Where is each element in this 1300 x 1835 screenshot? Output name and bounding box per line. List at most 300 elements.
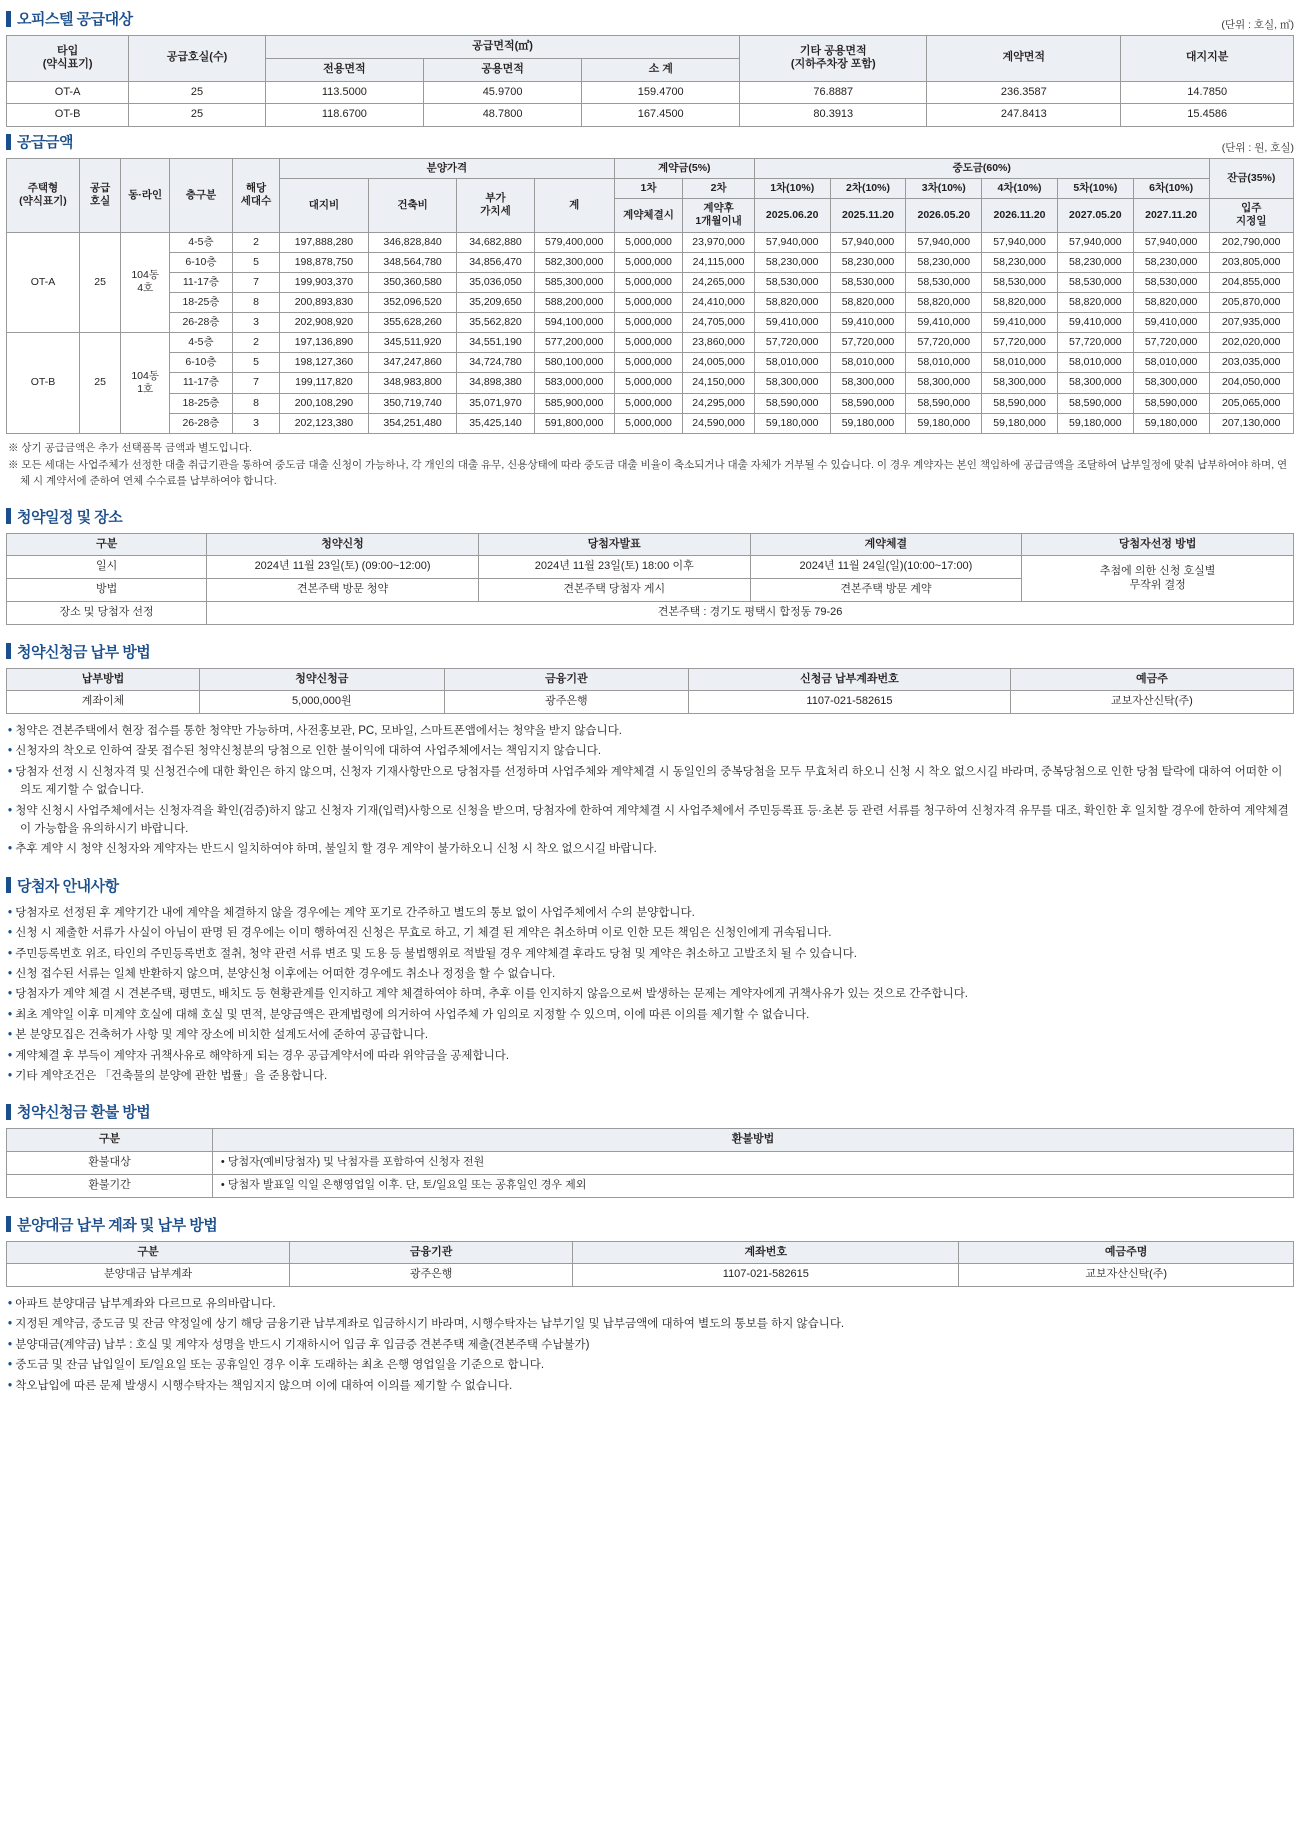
sec-head-refund <box>6 1101 1294 1122</box>
section-title: 청약신청금 납부 방법 <box>17 643 151 661</box>
sec-head-supply-target <box>6 8 133 29</box>
cell-households: 7 <box>232 373 279 393</box>
table-row <box>7 232 1294 252</box>
cell-mid-3: 58,230,000 <box>906 252 982 272</box>
cell-deposit1: 5,000,000 <box>614 353 683 373</box>
bullet-dot-icon: • <box>8 804 16 817</box>
th-deposit1-sub: 계약체결시 <box>614 199 683 232</box>
th-common: 공용면적 <box>423 58 581 81</box>
cell-land-share: 15.4586 <box>1121 104 1294 127</box>
table-row <box>7 104 1294 127</box>
bullet-item: • 아파트 분양대금 납부계좌와 다르므로 유의바랍니다. <box>8 1298 276 1311</box>
cell-housing-type: OT-B <box>7 333 80 434</box>
cell-deposit2: 24,265,000 <box>683 272 755 292</box>
bullet-dot-icon: • <box>8 1069 16 1082</box>
cell-common: 48.7800 <box>423 104 581 127</box>
th-floor: 층구분 <box>169 159 232 233</box>
cell-mid-4: 57,940,000 <box>982 232 1058 252</box>
supply-amount-notes <box>8 440 1292 490</box>
cell-mid-4: 57,720,000 <box>982 333 1058 353</box>
cell-households: 8 <box>232 393 279 413</box>
bullet-item: • 주민등록번호 위조, 타인의 주민등록번호 절취, 청약 관련 서류 변조 및 도용 등 불법행위로 적발될 경우 계약체결 후라도 당첨 및 계약은 취소하고 고발조치 될 수 있습니다. <box>8 947 857 960</box>
cell-floor: 11-17층 <box>169 373 232 393</box>
cell-deposit2: 24,115,000 <box>683 252 755 272</box>
th-deposit2-sub: 계약후 1개월이내 <box>683 199 755 232</box>
table-schedule <box>6 533 1294 625</box>
cell-build-cost: 346,828,840 <box>368 232 457 252</box>
cell-mid-2: 57,940,000 <box>830 232 906 252</box>
bullet-item: • 본 분양모집은 건축허가 사항 및 계약 장소에 비치한 설계도서에 준하여 공급합니다. <box>8 1029 429 1042</box>
cell-mid-5: 57,940,000 <box>1057 232 1133 252</box>
cell-households: 5 <box>232 353 279 373</box>
cell-balance: 207,130,000 <box>1209 413 1294 433</box>
th-vat: 부가 가치세 <box>457 179 534 232</box>
cell-total: 577,200,000 <box>534 333 614 353</box>
cell-balance: 204,855,000 <box>1209 272 1294 292</box>
cell-place-label: 장소 및 당첨자 선정 <box>7 601 207 624</box>
bullet-item: • 당첨자로 선정된 후 계약기간 내에 계약을 체결하지 않을 경우에는 계약 포기로 간주하고 별도의 통보 없이 사업주체에서 수의 분양합니다. <box>8 906 695 919</box>
cell-mid-3: 59,410,000 <box>906 313 982 333</box>
cell-mid-2: 58,590,000 <box>830 393 906 413</box>
unit-note: (단위 : 원, 호실) <box>1221 142 1294 154</box>
cell-floor: 4-5층 <box>169 232 232 252</box>
bullet-item: • 기타 계약조건은 「건축물의 분양에 관한 법률」을 준용합니다. <box>8 1069 328 1082</box>
bullet-dot-icon: • <box>8 745 16 758</box>
th-sale-division: 구분 <box>7 1241 290 1264</box>
winner-notice-bullets <box>8 904 1292 1086</box>
cell-total: 582,300,000 <box>534 252 614 272</box>
cell-households: 2 <box>232 232 279 252</box>
table-row <box>7 272 1294 292</box>
table-row <box>7 601 1294 624</box>
cell-supply-unit: 25 <box>79 232 120 333</box>
cell-deposit1: 5,000,000 <box>614 292 683 312</box>
cell-mid-3: 58,820,000 <box>906 292 982 312</box>
cell-mid-1: 58,300,000 <box>754 373 830 393</box>
th-deposit2: 2차 <box>683 179 755 199</box>
cell-land-cost: 202,123,380 <box>280 413 369 433</box>
cell-vat: 35,562,820 <box>457 313 534 333</box>
cell-vat: 34,551,190 <box>457 333 534 353</box>
cell-balance: 203,805,000 <box>1209 252 1294 272</box>
bullet-item: • 신청 시 제출한 서류가 사실이 아님이 판명 된 경우에는 이미 행하여진 신청은 무효로 하고, 기 체결 된 계약은 취소하며 이로 인한 모든 책임은 신청인에게 귀속됩니다. <box>8 927 832 940</box>
cell-mid-1: 59,410,000 <box>754 313 830 333</box>
bullet-item: • 계약체결 후 부득이 계약자 귀책사유로 해약하게 되는 경우 공급계약서에 따라 위약금을 공제합니다. <box>8 1049 510 1062</box>
cell-mid-5: 58,820,000 <box>1057 292 1133 312</box>
cell-dong-line: 104동 4호 <box>121 232 170 333</box>
cell-balance: 207,935,000 <box>1209 313 1294 333</box>
cell-balance: 202,020,000 <box>1209 333 1294 353</box>
cell-type: OT-B <box>7 104 129 127</box>
cell-build-cost: 345,511,920 <box>368 333 457 353</box>
th-deposit1: 1차 <box>614 179 683 199</box>
cell-sale-account-holder: 교보자산신탁(주) <box>959 1264 1294 1287</box>
bullet-item: • 청약 신청시 사업주체에서는 신청자격을 확인(검증)하지 않고 신청자 기재(입력)사항으로 신청을 받으며, 당첨자에 한하여 계약체결 시 사업주체에서 주민등록표 등·초본 등 관련 서류를 청구하여 신청자격 유무를 대조, 확인한 후 일치할 경우에 한하여 계약체결이 가능함을 유의하시기 바랍니다. <box>8 804 1289 835</box>
cell-vat: 34,724,780 <box>457 353 534 373</box>
bullet-item: • 분양대금(계약금) 납부 : 호실 및 계약자 성명을 반드시 기재하시어 입금 후 입금증 견본주택 제출(견본주택 수납불가) <box>8 1338 590 1351</box>
th-housing-type: 주택형 (약식표기) <box>7 159 80 233</box>
cell-deposit1: 5,000,000 <box>614 413 683 433</box>
cell-deposit2: 24,005,000 <box>683 353 755 373</box>
section-marker-icon <box>6 643 11 659</box>
cell-deposit1: 5,000,000 <box>614 252 683 272</box>
cell-build-cost: 350,360,580 <box>368 272 457 292</box>
bullet-item: • 당첨자가 계약 체결 시 견본주택, 평면도, 배치도 등 현황관계를 인지하고 계약 체결하여야 하며, 추후 이를 인지하지 않음으로써 발생하는 문제는 계약자에게 귀책사유가 있는 것으로 간주합니다. <box>8 988 968 1001</box>
cell-land-share: 14.7850 <box>1121 81 1294 104</box>
cell-mid-2: 58,530,000 <box>830 272 906 292</box>
cell-label: 일시 <box>7 556 207 579</box>
cell-mid-3: 59,180,000 <box>906 413 982 433</box>
cell-build-cost: 350,719,740 <box>368 393 457 413</box>
bullet-dot-icon: • <box>8 1298 16 1311</box>
cell-deposit2: 24,150,000 <box>683 373 755 393</box>
cell-contract-area: 236.3587 <box>927 81 1121 104</box>
th-application-fee: 청약신청금 <box>200 668 445 691</box>
section-marker-icon <box>6 508 11 524</box>
cell-total: 585,300,000 <box>534 272 614 292</box>
cell-mid-5: 59,410,000 <box>1057 313 1133 333</box>
bullet-dot-icon: • <box>8 1379 16 1392</box>
bullet-dot-icon: • <box>8 1008 16 1021</box>
cell-mid-3: 58,530,000 <box>906 272 982 292</box>
cell-refund-label: 환불대상 <box>7 1152 213 1175</box>
cell-total: 579,400,000 <box>534 232 614 252</box>
cell-bank: 광주은행 <box>444 691 689 714</box>
cell-subtotal: 159.4700 <box>582 81 740 104</box>
th-type: 타입 (약식표기) <box>7 36 129 82</box>
th-mid4: 4차(10%) <box>982 179 1058 199</box>
cell-sale-bank: 광주은행 <box>290 1264 573 1287</box>
cell-mid-2: 59,410,000 <box>830 313 906 333</box>
cell-apply: 견본주택 방문 청약 <box>207 579 479 602</box>
section-title: 당첨자 안내사항 <box>17 877 119 895</box>
cell-mid-5: 58,590,000 <box>1057 393 1133 413</box>
table-supply-amount <box>6 158 1294 434</box>
table-row <box>7 292 1294 312</box>
table-row <box>7 413 1294 433</box>
th-supply-area: 공급면적(㎡) <box>265 36 740 59</box>
th-sale-account-number: 계좌번호 <box>573 1241 959 1264</box>
cell-deposit2: 23,970,000 <box>683 232 755 252</box>
table-refund <box>6 1128 1294 1197</box>
cell-mid-4: 59,410,000 <box>982 313 1058 333</box>
table-row <box>7 1152 1294 1175</box>
cell-dong-line: 104동 1호 <box>121 333 170 434</box>
cell-land-cost: 197,888,280 <box>280 232 369 252</box>
bullet-dot-icon: • <box>8 967 16 980</box>
th-mid6-date: 2027.11.20 <box>1133 199 1209 232</box>
sec-head-payment-method <box>6 641 1294 662</box>
payment-method-bullets <box>8 722 1292 859</box>
cell-mid-2: 58,010,000 <box>830 353 906 373</box>
cell-floor: 11-17층 <box>169 272 232 292</box>
cell-mid-1: 58,230,000 <box>754 252 830 272</box>
bullet-item: • 신청 접수된 서류는 일체 반환하지 않으며, 분양신청 이후에는 어떠한 경우에도 취소나 정정을 할 수 없습니다. <box>8 967 556 980</box>
cell-mid-5: 58,010,000 <box>1057 353 1133 373</box>
cell-mid-6: 58,300,000 <box>1133 373 1209 393</box>
th-account-holder: 예금주 <box>1010 668 1293 691</box>
th-selection-method: 당첨자선정 방법 <box>1022 533 1294 556</box>
table-row <box>7 1264 1294 1287</box>
bullet-dot-icon: • <box>8 1049 16 1062</box>
th-division: 구분 <box>7 533 207 556</box>
th-households: 해당 세대수 <box>232 159 279 233</box>
unit-note: (단위 : 호실, ㎡) <box>1221 19 1294 31</box>
section-header-supply-amount <box>6 127 1294 158</box>
cell-announce: 견본주택 당첨자 게시 <box>478 579 750 602</box>
th-land-share: 대지지분 <box>1121 36 1294 82</box>
bullet-item: • 착오납입에 따른 문제 발생시 시행수탁자는 책임지지 않으며 이에 대하여 이의를 제기할 수 없습니다. <box>8 1379 513 1392</box>
th-application: 청약신청 <box>207 533 479 556</box>
cell-land-cost: 199,117,820 <box>280 373 369 393</box>
cell-place-value: 견본주택 : 경기도 평택시 합정동 79-26 <box>207 601 1294 624</box>
cell-mid-4: 58,010,000 <box>982 353 1058 373</box>
th-sale-account-holder: 예금주명 <box>959 1241 1294 1264</box>
section-title: 청약일정 및 장소 <box>17 508 123 526</box>
cell-total: 594,100,000 <box>534 313 614 333</box>
section-marker-icon <box>6 11 11 27</box>
section-header-supply-target <box>6 4 1294 35</box>
cell-label: 방법 <box>7 579 207 602</box>
th-build-cost: 건축비 <box>368 179 457 232</box>
cell-mid-3: 57,940,000 <box>906 232 982 252</box>
table-row <box>7 373 1294 393</box>
cell-deposit2: 24,590,000 <box>683 413 755 433</box>
cell-announce: 2024년 11월 23일(토) 18:00 이후 <box>478 556 750 579</box>
cell-mid-1: 58,530,000 <box>754 272 830 292</box>
section-marker-icon <box>6 134 11 150</box>
table-sale-payment <box>6 1241 1294 1288</box>
cell-mid-2: 58,230,000 <box>830 252 906 272</box>
cell-deposit1: 5,000,000 <box>614 373 683 393</box>
cell-floor: 18-25층 <box>169 393 232 413</box>
cell-vat: 35,036,050 <box>457 272 534 292</box>
cell-other-common: 76.8887 <box>740 81 927 104</box>
th-mid6: 6차(10%) <box>1133 179 1209 199</box>
th-contract: 계약체결 <box>750 533 1022 556</box>
bullet-item: • 추후 계약 시 청약 신청자와 계약자는 반드시 일치하여야 하며, 불일치 할 경우 계약이 불가하오니 신청 시 착오 없으시길 바랍니다. <box>8 843 657 856</box>
cell-mid-1: 57,720,000 <box>754 333 830 353</box>
sec-head-schedule <box>6 506 1294 527</box>
cell-mid-4: 58,300,000 <box>982 373 1058 393</box>
bullet-dot-icon: • <box>8 1029 16 1042</box>
cell-mid-5: 58,230,000 <box>1057 252 1133 272</box>
cell-balance: 205,065,000 <box>1209 393 1294 413</box>
cell-land-cost: 200,108,290 <box>280 393 369 413</box>
cell-mid-3: 57,720,000 <box>906 333 982 353</box>
th-mid1-date: 2025.06.20 <box>754 199 830 232</box>
cell-deposit2: 23,860,000 <box>683 333 755 353</box>
cell-type: OT-A <box>7 81 129 104</box>
sec-head-winner-notice <box>6 875 1294 896</box>
bullet-item: • 중도금 및 잔금 납입일이 토/일요일 또는 공휴일인 경우 이후 도래하는 최초 은행 영업일을 기준으로 합니다. <box>8 1359 545 1372</box>
th-balance: 잔금(35%) <box>1209 159 1294 199</box>
table-row <box>7 313 1294 333</box>
note-item: ※ 모든 세대는 사업주체가 선정한 대출 취급기관을 통하여 중도금 대출 신청이 가능하나, 각 개인의 대출 유무, 신용상태에 따라 중도금 대출 비율이 축소되거나 대출 자체가 거부될 수 있습니다. 이 경우 계약자는 본인 책임하에 공급금액을 조달하여 납부일정에 맞춰 납부하여야 하며, 연체 시 계약서에 준하여 연체 수수료를 납부하여야 합니다. <box>8 459 1288 488</box>
cell-vat: 35,425,140 <box>457 413 534 433</box>
cell-mid-2: 57,720,000 <box>830 333 906 353</box>
cell-households: 7 <box>232 272 279 292</box>
cell-total: 580,100,000 <box>534 353 614 373</box>
cell-total: 588,200,000 <box>534 292 614 312</box>
cell-contract: 2024년 11월 24일(일)(10:00~17:00) <box>750 556 1022 579</box>
cell-mid-6: 57,720,000 <box>1133 333 1209 353</box>
cell-exclusive: 113.5000 <box>265 81 423 104</box>
cell-mid-1: 58,590,000 <box>754 393 830 413</box>
cell-contract-area: 247.8413 <box>927 104 1121 127</box>
table-row <box>7 556 1294 579</box>
cell-build-cost: 354,251,480 <box>368 413 457 433</box>
cell-mid-5: 58,530,000 <box>1057 272 1133 292</box>
th-dong-line: 동·라인 <box>121 159 170 233</box>
cell-account-holder: 교보자산신탁(주) <box>1010 691 1293 714</box>
bullet-dot-icon: • <box>8 906 16 919</box>
cell-refund-label: 환불기간 <box>7 1174 213 1197</box>
cell-deposit1: 5,000,000 <box>614 232 683 252</box>
cell-total: 583,000,000 <box>534 373 614 393</box>
th-price: 분양가격 <box>280 159 615 179</box>
cell-land-cost: 198,878,750 <box>280 252 369 272</box>
th-total: 계 <box>534 179 614 232</box>
th-supply-unit: 공급 호실 <box>79 159 120 233</box>
cell-mid-2: 58,300,000 <box>830 373 906 393</box>
cell-land-cost: 198,127,360 <box>280 353 369 373</box>
bullet-dot-icon: • <box>8 1359 16 1372</box>
th-mid3-date: 2026.05.20 <box>906 199 982 232</box>
bullet-item: • 지정된 계약금, 중도금 및 잔금 약정일에 상기 해당 금융기관 납부계좌로 입금하시기 바라며, 시행수탁자는 납부기일 및 납부금액에 대하여 별도의 통보를 하지 않습니다. <box>8 1318 845 1331</box>
cell-mid-3: 58,300,000 <box>906 373 982 393</box>
cell-balance: 203,035,000 <box>1209 353 1294 373</box>
cell-mid-4: 58,230,000 <box>982 252 1058 272</box>
cell-mid-1: 59,180,000 <box>754 413 830 433</box>
cell-vat: 34,682,880 <box>457 232 534 252</box>
cell-mid-6: 58,530,000 <box>1133 272 1209 292</box>
cell-refund-value: • 당첨자(예비당첨자) 및 낙첨자를 포함하여 신청자 전원 <box>212 1152 1293 1175</box>
bullet-item: • 신청자의 착오로 인하여 잘못 접수된 청약신청분의 당첨으로 인한 불이익에 대하여 사업주체에서는 책임지지 않습니다. <box>8 745 602 758</box>
cell-other-common: 80.3913 <box>740 104 927 127</box>
cell-build-cost: 347,247,860 <box>368 353 457 373</box>
cell-contract: 견본주택 방문 계약 <box>750 579 1022 602</box>
cell-subtotal: 167.4500 <box>582 104 740 127</box>
cell-apply: 2024년 11월 23일(토) (09:00~12:00) <box>207 556 479 579</box>
cell-mid-1: 57,940,000 <box>754 232 830 252</box>
cell-balance: 204,050,000 <box>1209 373 1294 393</box>
table-row <box>7 252 1294 272</box>
table-body-supply-amount <box>7 232 1294 433</box>
bullet-dot-icon: • <box>8 843 16 856</box>
cell-total: 585,900,000 <box>534 393 614 413</box>
section-marker-icon <box>6 1104 11 1120</box>
cell-mid-4: 58,530,000 <box>982 272 1058 292</box>
cell-deposit1: 5,000,000 <box>614 393 683 413</box>
cell-deposit1: 5,000,000 <box>614 272 683 292</box>
th-mid3: 3차(10%) <box>906 179 982 199</box>
cell-mid-4: 58,820,000 <box>982 292 1058 312</box>
th-pay-method: 납부방법 <box>7 668 200 691</box>
section-title: 오피스텔 공급대상 <box>17 11 133 28</box>
cell-vat: 34,898,380 <box>457 373 534 393</box>
bullet-item: • 최초 계약일 이후 미계약 호실에 대해 호실 및 면적, 분양금액은 관계법령에 의거하여 사업주체 가 임의로 지정할 수 있으며, 이에 따른 이의를 제기할 수 없습니다. <box>8 1008 810 1021</box>
cell-households: 8 <box>232 292 279 312</box>
cell-housing-type: OT-A <box>7 232 80 333</box>
th-mid2: 2차(10%) <box>830 179 906 199</box>
bullet-item: • 청약은 견본주택에서 현장 접수를 통한 청약만 가능하며, 사전홍보관, PC, 모바일, 스마트폰앱에서는 청약을 받지 않습니다. <box>8 725 622 738</box>
cell-floor: 26-28층 <box>169 313 232 333</box>
bullet-dot-icon: • <box>8 947 16 960</box>
sec-head-sale-payment <box>6 1214 1294 1235</box>
cell-mid-6: 57,940,000 <box>1133 232 1209 252</box>
cell-build-cost: 348,983,800 <box>368 373 457 393</box>
cell-balance: 202,790,000 <box>1209 232 1294 252</box>
cell-mid-6: 59,410,000 <box>1133 313 1209 333</box>
cell-deposit2: 24,410,000 <box>683 292 755 312</box>
cell-account-number: 1107-021-582615 <box>689 691 1011 714</box>
cell-total: 591,800,000 <box>534 413 614 433</box>
th-exclusive: 전용면적 <box>265 58 423 81</box>
bullet-dot-icon: • <box>8 1338 16 1351</box>
cell-build-cost: 355,628,260 <box>368 313 457 333</box>
th-sale-bank: 금융기관 <box>290 1241 573 1264</box>
bullet-dot-icon: • <box>8 1318 16 1331</box>
th-account-number: 신청금 납부계좌번호 <box>689 668 1011 691</box>
cell-deposit2: 24,705,000 <box>683 313 755 333</box>
table-row <box>7 333 1294 353</box>
th-refund-method: 환불방법 <box>212 1129 1293 1152</box>
th-mid5: 5차(10%) <box>1057 179 1133 199</box>
bullet-dot-icon: • <box>8 765 16 778</box>
bullet-item: • 당첨자 선정 시 신청자격 및 신청건수에 대한 확인은 하지 않으며, 신청자 기재사항만으로 당첨자를 선정하며 사업주체와 계약체결 시 동일인의 중복당첨을 모두 무효처리 하오니 신청 시 착오 없으시길 바라며, 중복당첨으로 인한 당첨 탈락에 대하여 어떠한 이의도 제기할 수 없습니다. <box>8 765 1283 797</box>
cell-floor: 6-10층 <box>169 353 232 373</box>
cell-deposit2: 24,295,000 <box>683 393 755 413</box>
cell-households: 3 <box>232 413 279 433</box>
section-title: 분양대금 납부 계좌 및 납부 방법 <box>17 1216 218 1234</box>
cell-land-cost: 202,908,920 <box>280 313 369 333</box>
cell-mid-4: 59,180,000 <box>982 413 1058 433</box>
cell-mid-1: 58,820,000 <box>754 292 830 312</box>
cell-land-cost: 200,893,830 <box>280 292 369 312</box>
cell-mid-4: 58,590,000 <box>982 393 1058 413</box>
cell-mid-6: 59,180,000 <box>1133 413 1209 433</box>
section-marker-icon <box>6 1216 11 1232</box>
table-row <box>7 1174 1294 1197</box>
th-contract-area: 계약면적 <box>927 36 1121 82</box>
section-title: 공급금액 <box>17 134 73 151</box>
th-land-cost: 대지비 <box>280 179 369 232</box>
cell-pay-method: 계좌이체 <box>7 691 200 714</box>
cell-floor: 6-10층 <box>169 252 232 272</box>
bullet-dot-icon: • <box>8 927 16 940</box>
cell-vat: 35,209,650 <box>457 292 534 312</box>
th-mid: 중도금(60%) <box>754 159 1209 179</box>
note-item: ※ 상기 공급금액은 추가 선택품목 금액과 별도입니다. <box>8 441 252 454</box>
section-title: 청약신청금 환불 방법 <box>17 1104 151 1122</box>
th-deposit: 계약금(5%) <box>614 159 754 179</box>
th-subtotal: 소 계 <box>582 58 740 81</box>
cell-mid-6: 58,820,000 <box>1133 292 1209 312</box>
cell-selection-method: 추첨에 의한 신청 호실별 무작위 결정 <box>1022 556 1294 602</box>
th-mid4-date: 2026.11.20 <box>982 199 1058 232</box>
cell-households: 5 <box>232 252 279 272</box>
cell-units: 25 <box>129 104 266 127</box>
cell-deposit1: 5,000,000 <box>614 313 683 333</box>
cell-floor: 4-5층 <box>169 333 232 353</box>
table-row <box>7 81 1294 104</box>
th-mid2-date: 2025.11.20 <box>830 199 906 232</box>
cell-common: 45.9700 <box>423 81 581 104</box>
th-balance-sub: 입주 지정일 <box>1209 199 1294 232</box>
table-supply-target <box>6 35 1294 127</box>
sale-payment-bullets <box>8 1295 1292 1395</box>
